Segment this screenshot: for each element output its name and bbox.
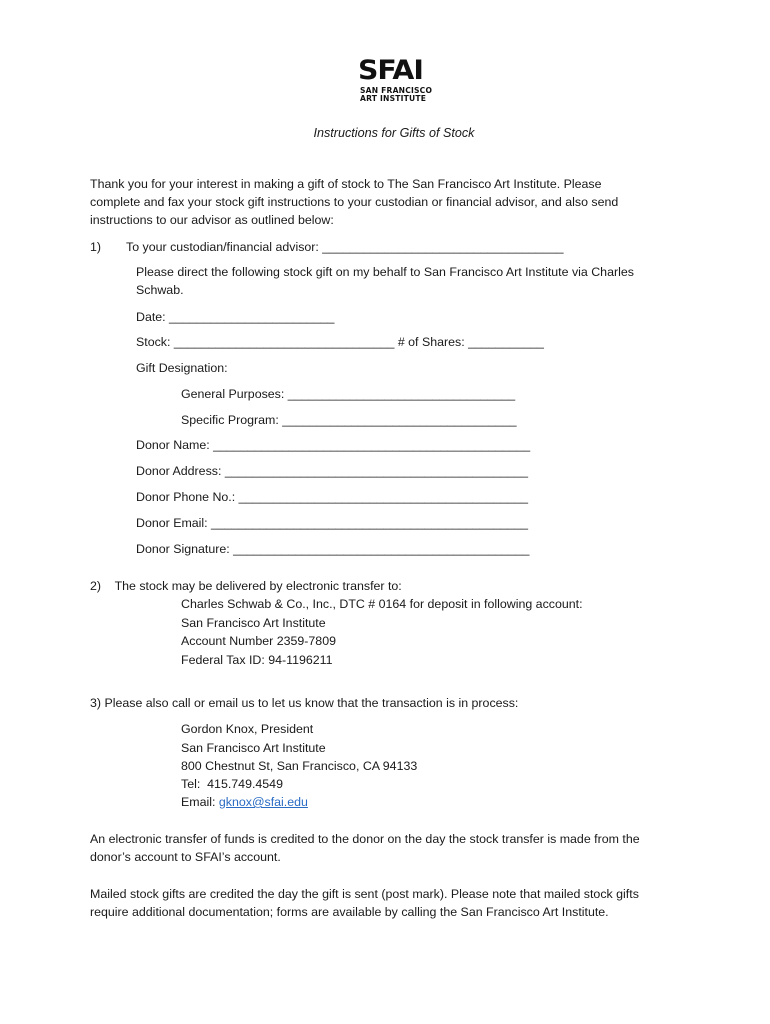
logo-line-2: ART INSTITUTE (360, 94, 427, 103)
contact-address-line: 800 Chestnut St, San Francisco, CA 94133 (181, 759, 418, 773)
donor-address-field: Donor Address: ____________________________________________ (136, 464, 529, 478)
mailed-gifts-note-line-2: require additional documentation; forms are available by calling the San Francisco Art Institute. (90, 905, 609, 919)
email-link[interactable]: gknox@sfai.edu (218, 795, 308, 809)
custodian-advisor-field: To your custodian/financial advisor: ___________________________________ (126, 240, 564, 254)
contact-name-line: Gordon Knox, President (181, 722, 314, 736)
mailed-gifts-note-line-1: Mailed stock gifts are credited the day the gift is sent (post mark). Please note that mailed stock gifts (90, 887, 639, 901)
section-3-heading: 3) Please also call or email us to let us know that the transaction is in process: (90, 696, 519, 710)
account-name-line: San Francisco Art Institute (181, 616, 326, 630)
direct-gift-line-2: Schwab. (136, 283, 184, 297)
contact-email-line (181, 793, 308, 811)
email-label: Email: (181, 795, 219, 809)
section-1-number: 1) (90, 240, 102, 254)
general-purposes-field: General Purposes: _________________________________ (181, 387, 516, 401)
federal-tax-id-line: Federal Tax ID: 94-1196211 (181, 653, 333, 667)
donor-signature-field: Donor Signature: ___________________________________________ (136, 542, 530, 556)
gift-designation-label: Gift Designation: (136, 361, 228, 375)
stock-shares-field: Stock: ________________________________ # of Shares: ___________ (136, 335, 544, 349)
section-2-heading: 2) The stock may be delivered by electronic transfer to: (90, 579, 402, 593)
contact-org-line: San Francisco Art Institute (181, 741, 326, 755)
date-field: Date: ________________________ (136, 310, 335, 324)
sfai-logo: SFAI (358, 55, 423, 86)
donor-phone-field: Donor Phone No.: __________________________________________ (136, 490, 529, 504)
intro-line-2: complete and fax your stock gift instructions to your custodian or financial advisor, and also send (90, 195, 619, 209)
logo-line-1: SAN FRANCISCO (360, 86, 433, 95)
intro-line-1: Thank you for your interest in making a gift of stock to The San Francisco Art Institute. Please (90, 177, 602, 191)
electronic-transfer-note-line-1: An electronic transfer of funds is credited to the donor on the day the stock transfer is made from the (90, 832, 640, 846)
electronic-transfer-note-line-2: donor’s account to SFAI’s account. (90, 850, 281, 864)
donor-email-field: Donor Email: ______________________________________________ (136, 516, 529, 530)
document-title: Instructions for Gifts of Stock (313, 126, 475, 140)
donor-name-field: Donor Name: ______________________________________________ (136, 438, 531, 452)
intro-line-3: instructions to our advisor as outlined below: (90, 213, 334, 227)
account-number-line: Account Number 2359-7809 (181, 634, 336, 648)
schwab-dtc-line: Charles Schwab & Co., Inc., DTC # 0164 for deposit in following account: (181, 597, 583, 611)
specific-program-field: Specific Program: __________________________________ (181, 413, 517, 427)
direct-gift-line-1: Please direct the following stock gift on my behalf to San Francisco Art Institute via Charles (136, 265, 634, 279)
contact-tel-line: Tel: 415.749.4549 (181, 777, 283, 791)
